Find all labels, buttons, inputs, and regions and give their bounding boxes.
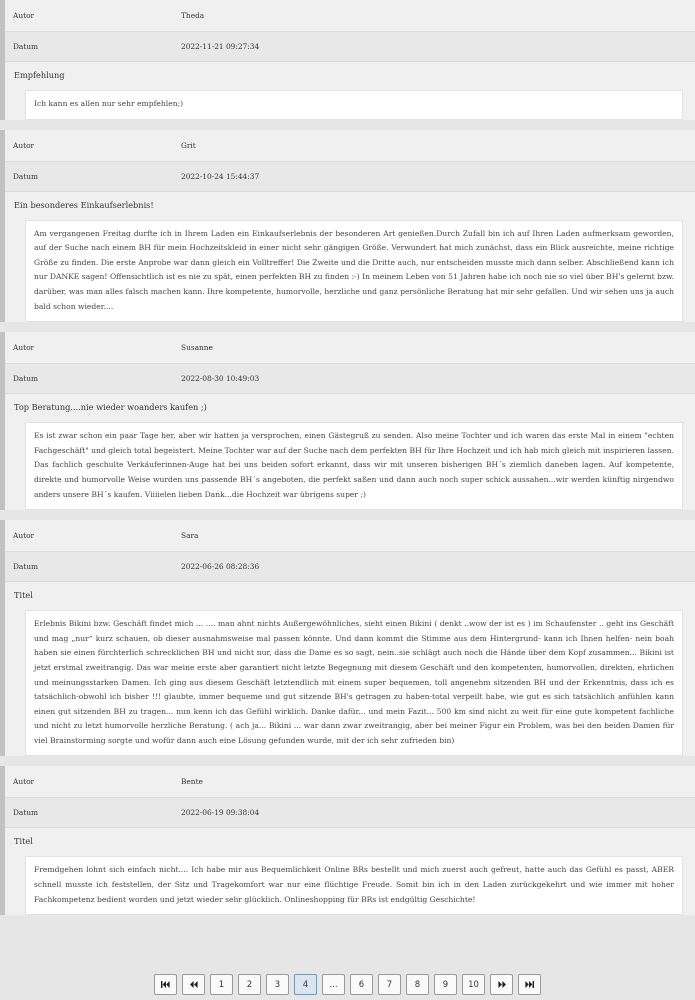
author-row <box>5 766 695 797</box>
author-row <box>5 332 695 363</box>
author-row <box>5 520 695 551</box>
review-entry <box>0 520 695 756</box>
page-button-1[interactable]: 1 <box>210 974 233 995</box>
date-row <box>5 797 695 828</box>
date-label: Datum <box>13 42 39 51</box>
date-row <box>5 31 695 62</box>
review-text: Am vergangenen Freitag durfte ich in Ihrem Laden ein Einkaufserlebnis der besonderen Art genießen.Durch Zufall bin ich auf Ihren Laden aufmerksam geworden, auf der Suche nach einem BH für mein Hochzeitskleid in einer nicht sehr gängigen Größe. Verwundert hat mich zunächst, dass ein Blick ausreichte, meine richtige Größe zu finden. Die erste Anprobe war dann gleich ein Volltreffer! Die Zweite und die Dritte auch, nur entscheiden musste mich dann selber. Abschließend kann ich nur DANKE sagen! Offensichtlich ist es nie zu spät, einen perfekten BH zu finden :-) In meinem Leben von 51 Jahren habe ich noch nie so viel über BH's gelernt bzw. darüber, was man alles falsch machen kann. Ihre kompetente, humorvolle, herzliche und ganz persönliche Beratung hat mir sehr gefallen. Und wir sehen uns ja auch bald schon wieder.... <box>25 220 683 323</box>
page-button-8[interactable]: 8 <box>406 974 429 995</box>
pagination <box>0 974 695 995</box>
page-button-2[interactable]: 2 <box>238 974 261 995</box>
date-label: Datum <box>13 171 39 181</box>
page-button-4-current[interactable]: 4 <box>294 974 317 995</box>
author-name: Bente <box>181 777 203 787</box>
review-entry <box>0 332 695 510</box>
review-title: Ein besonderes Einkaufserlebnis! <box>14 199 154 210</box>
review-text: Erlebnis Bikini bzw. Geschäft findet mich ... .... man ahnt nichts Außergewöhnliches, sieht einen Bikini ( denkt ..wow der ist es ) im Schaufenster .. geht ins Geschäft und mag „nur“ kurz schauen, ob dieser ausnahmsweise mal passen könnte. Und dann kommt die Stimme aus dem Hintergrund- kann ich Ihnen helfen- nein boah haben sie einen fürchterlich schrecklichen BH und nicht nur, dass die Dame es so sagt, nein..sie schlägt auch noch die Hände über dem Kopf zusammen... Bikini ist jetzt erstmal zweitrangig. Das war meine erste aber garantiert nicht letzte Begegnung mit diesem Geschäft und den kompetenten, humorvollen, direkten, ehrlichen und meinungsstarken Damen. Ich ging aus diesem Geschäft letztendlich mit einem super bequemen, toll angenehm sitzenden BH und der Erkenntnis, dass ich es tatsächlich-obwohl ich bisher !!! glaubte, immer bequeme und gut sitzende BH's getragen zu haben-total verpeilt habe, wie gut es sich tatsächlich anfühlen kann einen gut sitzenden BH zu tragen... nun kenn ich das Gefühl wirklich. Danke dafür... und mein Fazit... 500 km sind nicht zu weit für eine gute kompetent fachliche und nicht zu letzt humorvolle herzliche Beratung. ( ach ja... Bikini ... war dann zwar zweitrangig, aber bei meiner Figur ein Problem, was bei den beiden Damen für viel Brainstorming sorgte und wofür dann auch eine Lösung gefunden wurde, mit der ich sehr zufrieden bin) <box>25 610 683 756</box>
review-text: Es ist zwar schon ein paar Tage her, aber wir hatten ja versprochen, einen Gästegruß zu senden. Also meine Tochter und ich waren das erste Mal in einem "echten Fachgeschäft" und gleich total begeistert. Meine Tochter war auf der Suche nach dem perfekten BH für Ihre Hochzeit und ich hab mich gleich mit inspirieren lassen. Das fachlich geschulte Verkäuferinnen-Auge hat bei uns beiden sofort erkannt, dass wir mit unseren bisherigen BH´s ziemlich daneben lagen. Auf kompetente, direkte und humorvolle Weise wurden uns passende BH´s angeboten, die perfekt saßen und dann auch noch super schick aussahen...wir werden künftig nirgendwo anders unsere BH´s kaufen. Viiiielen lieben Dank...die Hochzeit war übrigens super ;) <box>25 422 683 510</box>
next-page-icon <box>498 981 506 988</box>
page-button-9[interactable]: 9 <box>434 974 457 995</box>
author-label: Autor <box>13 343 35 353</box>
page-button-6[interactable]: 6 <box>350 974 373 995</box>
last-page-button[interactable] <box>518 974 541 995</box>
review-title: Top Beratung....nie wieder woanders kaufen ;) <box>14 402 207 413</box>
date-row <box>5 551 695 582</box>
author-name: Theda <box>181 11 205 20</box>
page-button-3[interactable]: 3 <box>266 974 289 995</box>
author-label: Autor <box>13 777 35 787</box>
page-ellipsis: ... <box>322 974 345 995</box>
review-date: 2022-08-30 10:49:03 <box>181 374 260 384</box>
author-name: Sara <box>181 531 199 541</box>
author-name: Grit <box>181 140 196 150</box>
review-entry <box>0 130 695 323</box>
review-date: 2022-06-19 09:38:04 <box>181 808 260 818</box>
next-page-button[interactable] <box>490 974 513 995</box>
page-button-10[interactable]: 10 <box>462 974 485 995</box>
author-name: Susanne <box>181 343 213 353</box>
review-text: Ich kann es allen nur sehr empfehlen;) <box>25 90 683 120</box>
review-title: Titel <box>14 590 33 601</box>
review-date: 2022-10-24 15:44:37 <box>181 171 260 181</box>
review-date: 2022-06-26 08:28:36 <box>181 562 260 572</box>
review-entry <box>0 0 695 120</box>
review-title: Empfehlung <box>14 70 65 80</box>
author-label: Autor <box>13 140 35 150</box>
previous-page-icon <box>190 981 198 988</box>
date-row <box>5 363 695 394</box>
date-label: Datum <box>13 374 39 384</box>
previous-page-button[interactable] <box>182 974 205 995</box>
first-page-icon <box>161 981 170 988</box>
author-label: Autor <box>13 11 35 20</box>
page-button-7[interactable]: 7 <box>378 974 401 995</box>
review-text: Fremdgehen lohnt sich einfach nicht.... Ich habe mir aus Bequemlichkeit Online BRs bestellt und mich zuerst auch gefreut, hatte auch das Gefühl es passt, ABER schnell musste ich feststellen, der Sitz und Tragekomfort war nur eine flüchtige Freude. Somit bin ich in den Laden zurückgekehrt und wie immer mit hoher Fachkompetenz bedient worden und jetzt wieder sehr glücklich. Onlineshopping für BRs ist endgültig Geschichte! <box>25 856 683 915</box>
review-entry <box>0 766 695 915</box>
review-date: 2022-11-21 09:27:34 <box>181 42 260 51</box>
last-page-icon <box>525 981 534 988</box>
date-label: Datum <box>13 562 39 572</box>
date-row <box>5 161 695 192</box>
author-label: Autor <box>13 531 35 541</box>
first-page-button[interactable] <box>154 974 177 995</box>
author-row <box>5 130 695 161</box>
review-title: Titel <box>14 836 33 847</box>
author-row <box>5 0 695 31</box>
date-label: Datum <box>13 808 39 818</box>
